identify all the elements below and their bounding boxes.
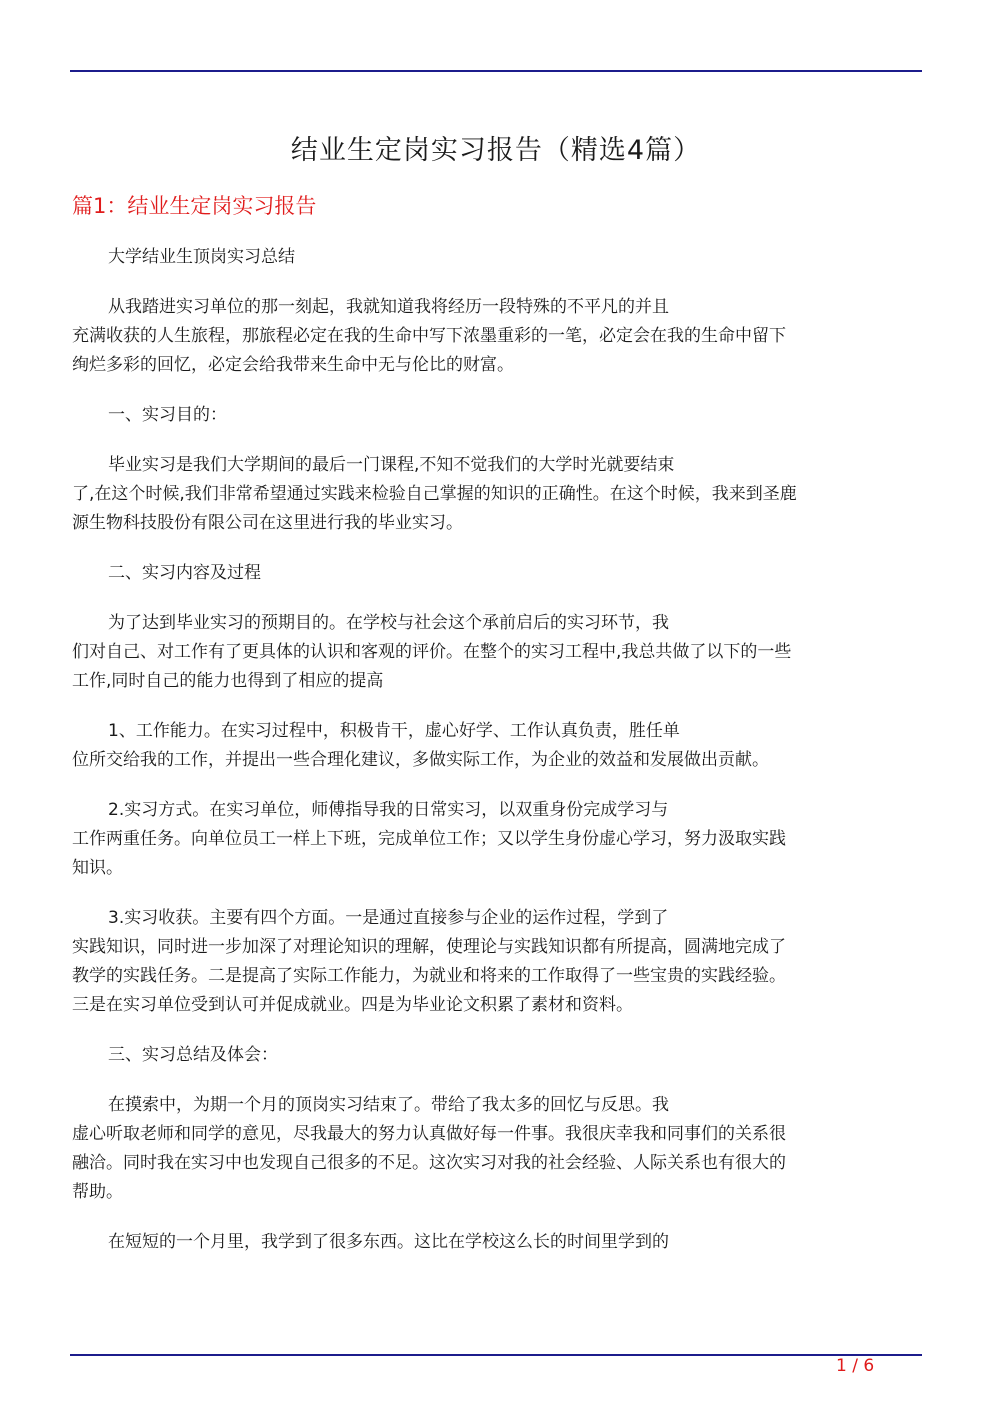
paragraph-line: 二、实习内容及过程: [108, 563, 261, 583]
paragraph: [72, 243, 922, 272]
paragraph-line: 位所交给我的工作，并提出一些合理化建议，多做实际工作，为企业的效益和发展做出贡献。: [72, 750, 769, 770]
footer-rule: [70, 1354, 922, 1356]
paragraph: [72, 451, 922, 538]
paragraph-line: 从我踏进实习单位的那一刻起，我就知道我将经历一段特殊的不平凡的并且: [108, 297, 669, 317]
paragraph: [72, 904, 922, 1020]
paragraph-line: 为了达到毕业实习的预期目的。在学校与社会这个承前启后的实习环节，我: [108, 613, 669, 633]
paragraph: [72, 559, 922, 588]
paragraph-line: 源生物科技股份有限公司在这里进行我的毕业实习。: [72, 513, 463, 533]
paragraph-line: 虚心听取老师和同学的意见，尽我最大的努力认真做好每一件事。我很庆幸我和同事们的关系很: [72, 1124, 786, 1144]
paragraph: [72, 796, 922, 883]
paragraph-line: 知识。: [72, 858, 123, 878]
paragraph-line: 融洽。同时我在实习中也发现自己很多的不足。这次实习对我的社会经验、人际关系也有很大的: [72, 1153, 786, 1173]
paragraph-line: 充满收获的人生旅程，那旅程必定在我的生命中写下浓墨重彩的一笔，必定会在我的生命中留下: [72, 326, 786, 346]
paragraph: [72, 609, 922, 696]
paragraph-line: 三、实习总结及体会：: [108, 1045, 278, 1065]
paragraph-line: 绚烂多彩的回忆，必定会给我带来生命中无与伦比的财富。: [72, 355, 514, 375]
paragraph-line: 2.实习方式。在实习单位，师傅指导我的日常实习，以双重身份完成学习与: [108, 800, 669, 820]
header-rule: [70, 70, 922, 72]
paragraph-line: 在短短的一个月里，我学到了很多东西。这比在学校这么长的时间里学到的: [108, 1232, 669, 1252]
paragraph-line: 毕业实习是我们大学期间的最后一门课程,不知不觉我们的大学时光就要结束: [108, 455, 675, 475]
paragraph: [72, 293, 922, 380]
paragraph-line: 大学结业生顶岗实习总结: [108, 247, 295, 267]
paragraph-line: 工作,同时自己的能力也得到了相应的提高: [72, 671, 384, 691]
document-title: 结业生定岗实习报告（精选4篇）: [290, 135, 702, 166]
paragraph-line: 教学的实践任务。二是提高了实际工作能力，为就业和将来的工作取得了一些宝贵的实践经验。: [72, 966, 786, 986]
paragraph-line: 帮助。: [72, 1182, 123, 1202]
paragraph-line: 了,在这个时候,我们非常希望通过实践来检验自己掌握的知识的正确性。在这个时候，我来到圣鹿: [72, 484, 797, 504]
paragraph-line: 在摸索中，为期一个月的顶岗实习结束了。带给了我太多的回忆与反思。我: [108, 1095, 669, 1115]
paragraph-line: 工作两重任务。向单位员工一样上下班，完成单位工作；又以学生身份虚心学习，努力汲取实践: [72, 829, 786, 849]
paragraph-line: 实践知识，同时进一步加深了对理论知识的理解，使理论与实践知识都有所提高，圆满地完成了: [72, 937, 786, 957]
paragraph: [72, 1228, 922, 1257]
paragraph-line: 们对自己、对工作有了更具体的认识和客观的评价。在整个的实习工程中,我总共做了以下的一些: [72, 642, 792, 662]
paragraph-line: 1、工作能力。在实习过程中，积极肯干，虚心好学、工作认真负责，胜任单: [108, 721, 680, 741]
paragraph: [72, 401, 922, 430]
paragraph-line: 三是在实习单位受到认可并促成就业。四是为毕业论文积累了素材和资料。: [72, 995, 633, 1015]
paragraph-line: 3.实习收获。主要有四个方面。一是通过直接参与企业的运作过程，学到了: [108, 908, 669, 928]
paragraph: [72, 1091, 922, 1207]
paragraph-line: 一、实习目的：: [108, 405, 227, 425]
paragraph: [72, 1041, 922, 1070]
paragraph: [72, 717, 922, 775]
document-body: [72, 243, 922, 1278]
page-number: 1 / 6: [836, 1356, 875, 1376]
section-heading: 篇1：结业生定岗实习报告: [72, 194, 317, 218]
